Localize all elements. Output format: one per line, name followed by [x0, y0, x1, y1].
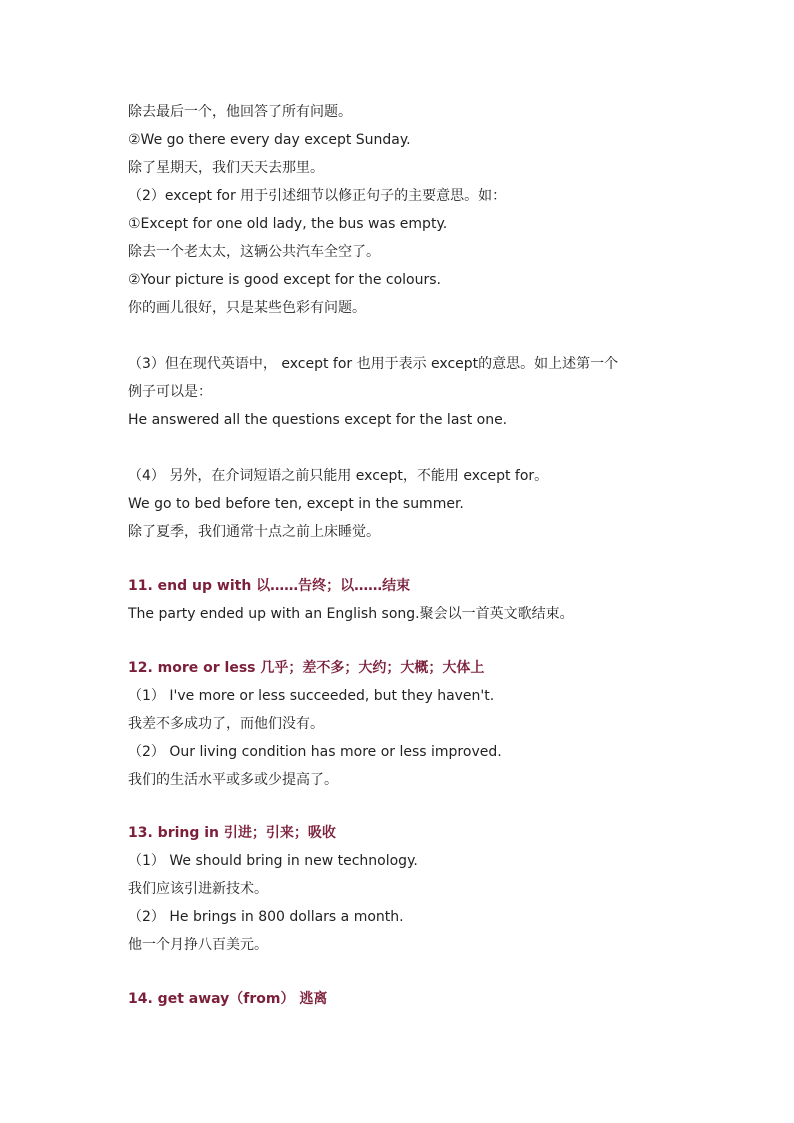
section-heading: 12. more or less 几乎；差不多；大约；大概；大体上	[128, 660, 485, 676]
text-line: （3）但在现代英语中， except for 也用于表示 except的意思。如上述第一个	[128, 356, 619, 372]
section-heading: 11. end up with 以……告终；以……结束	[128, 578, 411, 594]
text-line: （2） Our living condition has more or less improved.	[128, 744, 502, 760]
text-line: 除了星期天，我们天天去那里。	[128, 160, 324, 176]
text-line: （2）except for 用于引述细节以修正句子的主要意思。如：	[128, 188, 507, 204]
text-line: 我差不多成功了，而他们没有。	[128, 716, 324, 732]
text-line: 他一个月挣八百美元。	[128, 937, 268, 953]
text-line: 我们的生活水平或多或少提高了。	[128, 772, 338, 788]
text-line: 你的画儿很好，只是某些色彩有问题。	[128, 300, 366, 316]
text-line: 除了夏季，我们通常十点之前上床睡觉。	[128, 524, 380, 540]
text-line: He answered all the questions except for the last one.	[128, 412, 508, 428]
section-heading: 14. get away（from） 逃离	[128, 991, 328, 1007]
text-line: 除去最后一个，他回答了所有问题。	[128, 104, 352, 120]
text-line: （1） We should bring in new technology.	[128, 853, 418, 869]
text-line: ②Your picture is good except for the colours.	[128, 272, 441, 288]
text-line: 我们应该引进新技术。	[128, 881, 268, 897]
text-line: （1） I've more or less succeeded, but they haven't.	[128, 688, 495, 704]
text-line: ①Except for one old lady, the bus was empty.	[128, 216, 448, 232]
text-line: （4） 另外，在介词短语之前只能用 except，不能用 except for。	[128, 468, 549, 484]
text-line: 例子可以是：	[128, 384, 212, 400]
section-heading: 13. bring in 引进；引来；吸收	[128, 825, 336, 841]
text-line: ②We go there every day except Sunday.	[128, 132, 411, 148]
text-line: （2） He brings in 800 dollars a month.	[128, 909, 404, 925]
text-line: We go to bed before ten, except in the summer.	[128, 496, 464, 512]
text-line: The party ended up with an English song.聚会以一首英文歌结束。	[128, 606, 574, 622]
text-line: 除去一个老太太，这辆公共汽车全空了。	[128, 244, 380, 260]
